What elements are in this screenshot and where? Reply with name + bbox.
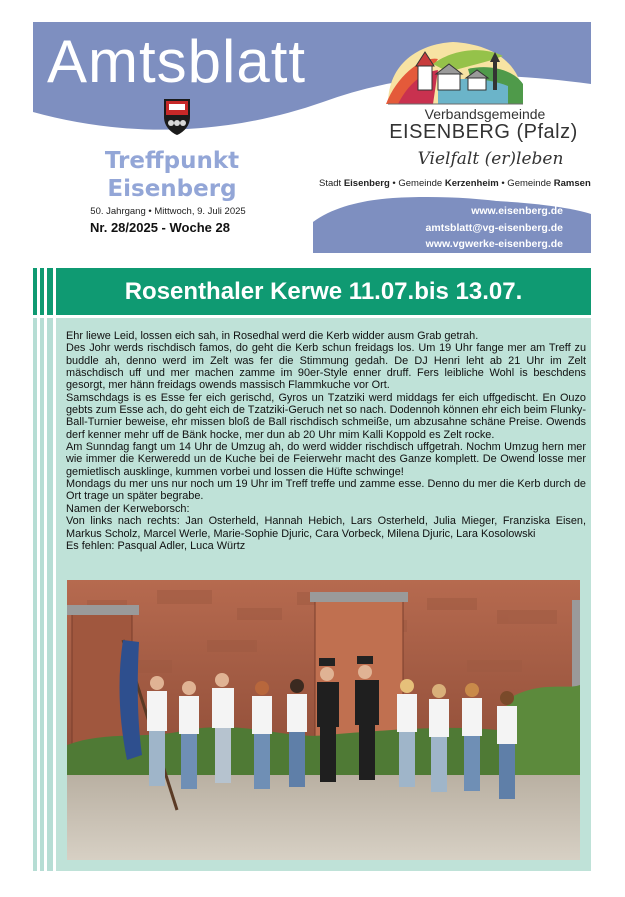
issue-number: Nr. 28/2025 - Woche 28 [90,220,230,235]
email-link[interactable]: amtsblatt@vg-eisenberg.de [425,221,563,234]
subtitle-line-1: Treffpunkt [104,148,240,174]
headline-bar [56,268,591,315]
paragraph: Es fehlen: Pasqual Adler, Luca Würtz [66,539,246,552]
municipalities [319,178,589,189]
paragraph: Namen der Kerweborsch: [66,502,190,515]
municipality-prefix: • Gemeinde [498,178,554,189]
article [56,318,591,871]
municipality-name: Eisenberg [343,178,390,189]
paragraph: Ehr liewe Leid, lossen eich sah, in Rosedhal werd die Kerb widder ausm Grab getrah. [66,330,479,342]
subtitle [97,147,247,203]
municipality-name: Kerzenheim [444,178,499,189]
contact-block [363,203,563,253]
subtitle-line-2: Eisenberg [107,176,237,202]
municipality-name: Ramsen [553,178,591,189]
group-photo [67,580,580,860]
group-photo-illustration [67,580,580,860]
publication-title: Amtsblatt [47,28,307,95]
paragraph: Mondags du mer uns nur noch um 19 Uhr im Treff treffe und zamme esse. Denno du mer die Kerb durch de Ort trage un später begrabe. [66,478,586,503]
body-stripes [33,318,55,871]
municipality-prefix: Stadt [319,178,344,189]
paragraph: Samschdags is es Esse fer eich gerischd, Gyros un Tzatziki werd middags fer eich uffgedischt. En Ouzo gebts zum Esse ach, do geht eich de Tzatziki-Geruch net so nach. Dodennoh können ehr eich beim Flunky-Ball-Turnier beweise, ehr missen bloß de Ball rischdisch schmeiße, um abzusahne schäne Preise. Owends derf kenner mehr uff de Bänk hocke, mer dun ab 20 Uhr mim Kalli Koppold es Zelt rocke. [66,391,586,441]
website-link[interactable]: www.eisenberg.de [471,205,563,217]
headline-stripes [33,268,55,315]
motto: Vielfalt (er)leben [417,149,564,169]
volume-date: 50. Jahrgang • Mittwoch, 9. Juli 2025 [90,206,246,217]
paragraph: Am Sunndag fangt um 14 Uhr de Umzug ah, do werd widder rischdisch uffgetrah. Nochm Umzug hern mer wie immer die Kerweredd un de Kuche bei de Feierwehr macht des Ganze komplett. De Owend losse mer gemietlisch ausklinge, kummen vorbei und lossen die Hüfte schwinge! [66,441,586,478]
article-text [66,330,586,552]
paragraph: Des Johr werds rischdisch famos, do geht die Kerb schun freidags los. Um 19 Uhr fange mer am Treff zu buddle ah, denno werd im Zelt was fer die Stimmung gedah. De DJ Henri leht ab 21 Uhr im Zelt mäschdisch uff und mer machen zamme im 90er-Style enner druff. Fers leibliche Wohl is beschdens gesorgt, mer hänn freidags owends massisch Flammkuche vor Ort. [66,342,586,392]
article-headline: Rosenthaler Kerwe 11.07.bis 13.07. [124,277,523,305]
municipality-prefix: • Gemeinde [389,178,445,189]
org-line-2: EISENBERG (Pfalz) [389,121,578,143]
paragraph: Von links nach rechts: Jan Osterheld, Hannah Hebich, Lars Osterheld, Julia Mieger, Franziska Eisen, Markus Scholz, Marcel Werle, Marie-Sophie Djuric, Cara Vorbeck, Milena Djuric, Lara Kosolowski [66,515,586,540]
coat-of-arms-icon [162,97,192,137]
org-line-1: Verbandsgemeinde [424,106,546,122]
masthead [33,22,591,253]
website-link-2[interactable]: www.vgwerke-eisenberg.de [425,238,563,250]
